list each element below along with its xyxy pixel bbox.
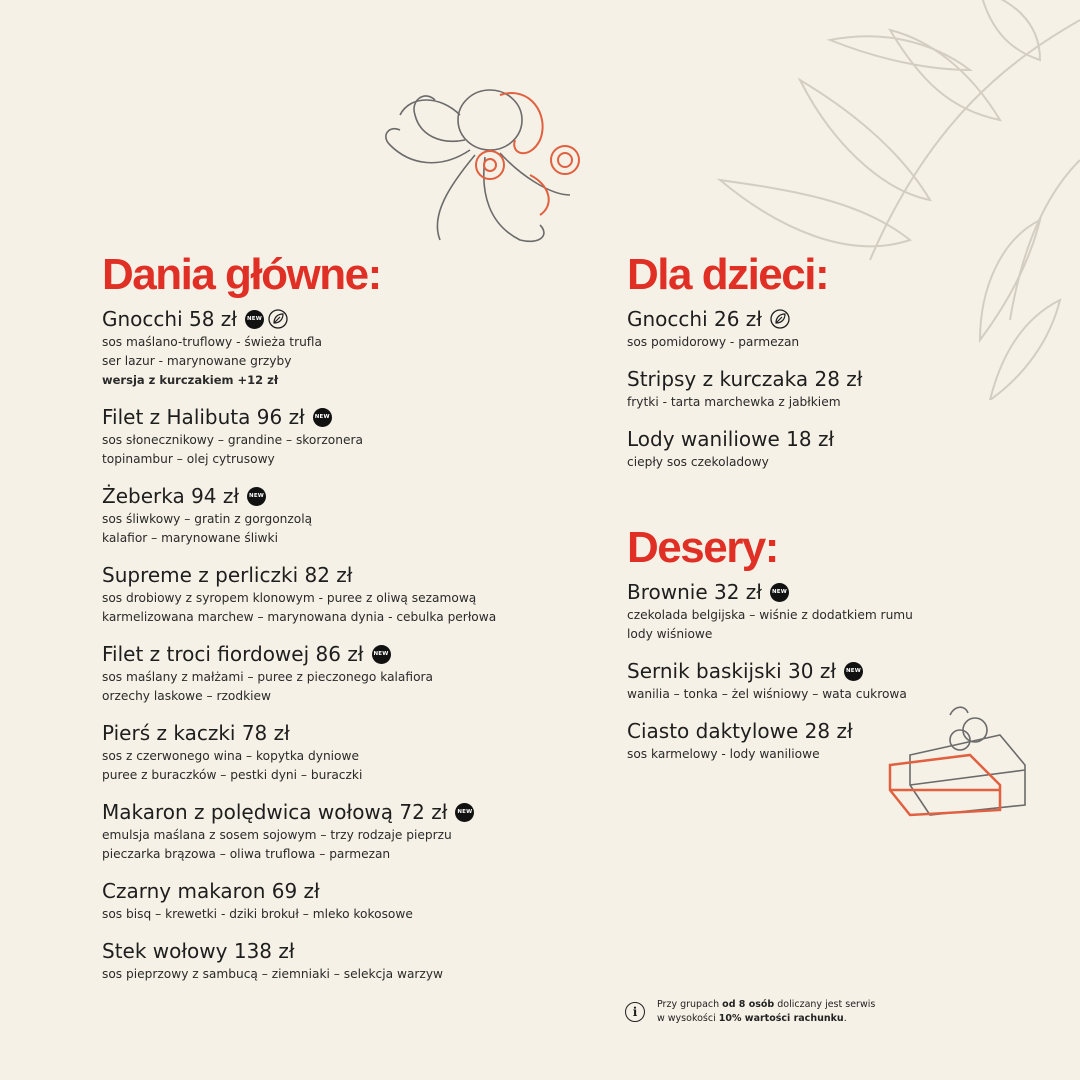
new-badge-icon: NEW [372, 645, 391, 664]
menu-item [627, 305, 1067, 352]
new-badge-icon: NEW [245, 310, 264, 329]
footer-text [657, 998, 875, 1026]
dish-extra: wersja z kurczakiem +12 zł [102, 373, 279, 387]
dish-description: sos bisq – krewetki - dziki brokuł – mleko kokosowe [102, 907, 413, 921]
dish-description: sos drobiowy z syropem klonowym - puree z oliwą sezamową [102, 591, 477, 605]
dish-description: puree z buraczków – pestki dyni – buraczki [102, 768, 363, 782]
new-badge-icon: NEW [247, 487, 266, 506]
new-badge-icon: NEW [770, 583, 789, 602]
dish-name: Supreme z perliczki 82 zł [102, 563, 353, 587]
main-dishes-section [102, 250, 582, 997]
dish-description: pieczarka brązowa – oliwa truflowa – parmezan [102, 847, 391, 861]
footer-text-bold: 10% wartości rachunku [718, 1013, 844, 1024]
menu-item [102, 798, 582, 864]
dish-name: Gnocchi 58 zł [102, 307, 237, 331]
info-icon: i [625, 1002, 645, 1022]
dish-description: czekolada belgijska – wiśnie z dodatkiem rumu [627, 608, 913, 622]
right-column [627, 250, 1067, 777]
menu-item [102, 561, 582, 627]
menu-item [627, 425, 1067, 472]
dish-name: Gnocchi 26 zł [627, 307, 762, 331]
dish-name: Brownie 32 zł [627, 580, 762, 604]
service-charge-note [625, 998, 875, 1026]
dish-name: Czarny makaron 69 zł [102, 879, 320, 903]
dish-description: sos z czerwonego wina – kopytka dyniowe [102, 749, 359, 763]
dish-name: Stek wołowy 138 zł [102, 939, 295, 963]
footer-text-part: w wysokości [657, 1013, 719, 1024]
menu-item [102, 403, 582, 469]
menu-item [102, 719, 582, 785]
dish-description: wanilia – tonka – żel wiśniowy – wata cukrowa [627, 687, 907, 701]
dish-description: sos karmelowy - lody waniliowe [627, 747, 820, 761]
dish-description: sos słonecznikowy – grandine – skorzonera [102, 433, 363, 447]
dish-description: sos pomidorowy - parmezan [627, 335, 800, 349]
section-title-main: Dania główne: [102, 250, 381, 299]
leaf-icon [770, 309, 790, 329]
dish-description: sos maślano-truflowy - świeża trufla [102, 335, 322, 349]
dish-description: kalafior – marynowane śliwki [102, 531, 278, 545]
dish-description: lody wiśniowe [627, 627, 713, 641]
dish-name: Makaron z polędwica wołową 72 zł [102, 800, 448, 824]
dish-name: Filet z troci fiordowej 86 zł [102, 642, 364, 666]
dish-description: frytki - tarta marchewka z jabłkiem [627, 395, 841, 409]
footer-text-part: doliczany jest serwis [774, 999, 876, 1010]
menu-item [102, 640, 582, 706]
new-badge-icon: NEW [313, 408, 332, 427]
dish-name: Sernik baskijski 30 zł [627, 659, 837, 683]
new-badge-icon: NEW [455, 803, 474, 822]
new-badge-icon: NEW [844, 662, 863, 681]
dish-name: Żeberka 94 zł [102, 484, 240, 508]
dish-description: sos maślany z małżami – puree z pieczonego kalafiora [102, 670, 434, 684]
dish-description: ciepły sos czekoladowy [627, 455, 769, 469]
dish-description: orzechy laskowe – rzodkiew [102, 689, 271, 703]
menu-item [102, 877, 582, 924]
dish-name: Filet z Halibuta 96 zł [102, 405, 305, 429]
dish-description: karmelizowana marchew – marynowana dynia - cebulka perłowa [102, 610, 497, 624]
section-title-desserts: Desery: [627, 523, 778, 572]
menu-item [627, 657, 1067, 704]
dish-description: topinambur – olej cytrusowy [102, 452, 275, 466]
dish-description: ser lazur - marynowane grzyby [102, 354, 292, 368]
dish-name: Lody waniliowe 18 zł [627, 427, 835, 451]
dish-description: emulsja maślana z sosem sojowym – trzy rodzaje pieprzu [102, 828, 452, 842]
dish-description: sos pieprzowy z sambucą – ziemniaki – selekcja warzyw [102, 967, 444, 981]
octopus-illustration [380, 75, 595, 250]
dish-description: sos śliwkowy – gratin z gorgonzolą [102, 512, 313, 526]
menu-item [627, 578, 1067, 644]
menu-item [102, 305, 582, 390]
footer-text-bold: od 8 osób [722, 999, 775, 1010]
menu-item [627, 365, 1067, 412]
dish-name: Pierś z kaczki 78 zł [102, 721, 290, 745]
footer-text-part: . [843, 1013, 847, 1024]
dish-name: Ciasto daktylowe 28 zł [627, 719, 853, 743]
menu-item [102, 482, 582, 548]
section-title-kids: Dla dzieci: [627, 250, 829, 299]
leaf-icon [268, 309, 288, 329]
footer-text-part: Przy grupach [657, 999, 723, 1010]
dish-name: Stripsy z kurczaka 28 zł [627, 367, 863, 391]
menu-item [102, 937, 582, 984]
menu-item [627, 717, 1067, 764]
